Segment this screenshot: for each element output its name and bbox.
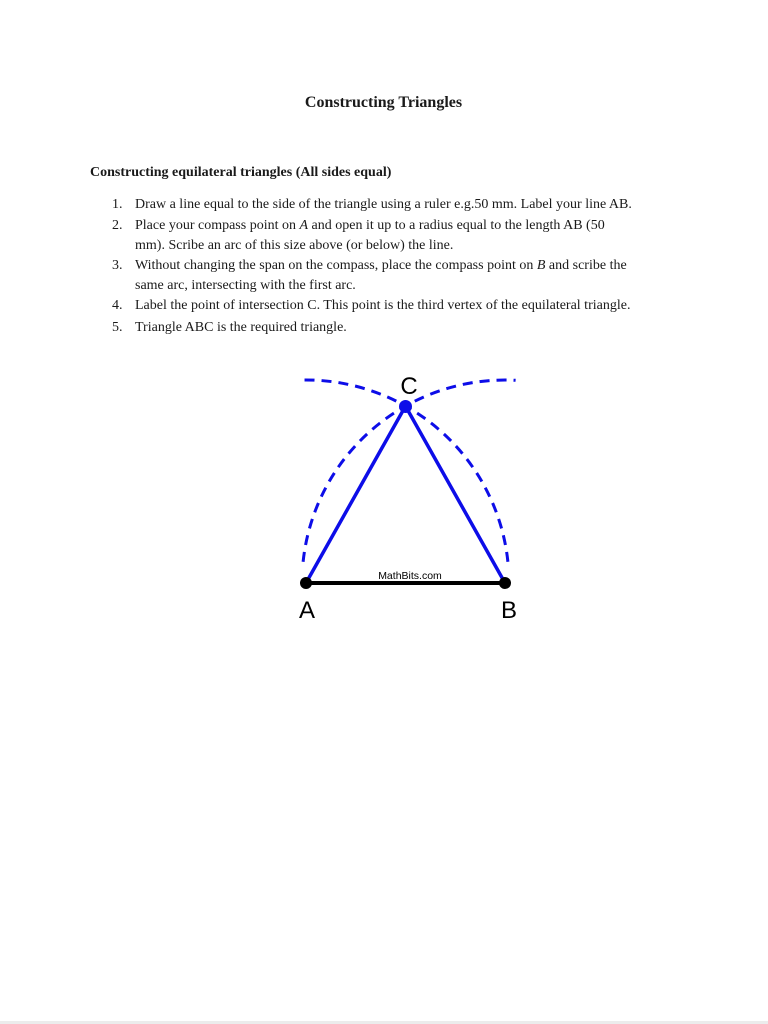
step-text bbox=[135, 296, 630, 316]
step-line: Triangle ABC is the required triangle. bbox=[135, 320, 347, 335]
step-number: 3. bbox=[112, 258, 123, 273]
step-number: 2. bbox=[112, 218, 123, 233]
step-text bbox=[135, 216, 605, 256]
vertex-c-dot bbox=[399, 400, 412, 413]
step-line: Without changing the span on the compass, place the compass point on B and scribe the bbox=[135, 258, 627, 273]
step-line: Place your compass point on A and open it up to a radius equal to the length AB (50 bbox=[135, 218, 605, 233]
point-b-italic: B bbox=[536, 258, 546, 273]
page-title: Constructing Triangles bbox=[304, 94, 463, 111]
vertex-label-a: A bbox=[298, 597, 316, 624]
equilateral-triangle-diagram bbox=[270, 360, 540, 630]
step-text bbox=[135, 318, 347, 338]
vertex-label-c: C bbox=[400, 373, 418, 400]
step-line: mm). Scribe an arc of this size above (or below) the line. bbox=[135, 238, 454, 253]
step-line: Label the point of intersection C. This point is the third vertex of the equilateral triangle. bbox=[135, 298, 631, 313]
step-text bbox=[135, 195, 632, 215]
step-line: Draw a line equal to the side of the triangle using a ruler e.g.50 mm. Label your line AB. bbox=[135, 197, 632, 212]
point-a-italic: A bbox=[299, 218, 309, 233]
vertex-a-dot bbox=[300, 577, 312, 589]
step-number: 1. bbox=[112, 197, 123, 212]
vertex-label-b: B bbox=[500, 597, 518, 624]
diagram-credit: MathBits.com bbox=[378, 570, 442, 582]
step-number: 5. bbox=[112, 320, 123, 335]
step-number: 4. bbox=[112, 298, 123, 313]
step-line: same arc, intersecting with the first arc. bbox=[135, 278, 356, 293]
step-text bbox=[135, 256, 627, 296]
section-heading: Constructing equilateral triangles (All sides equal) bbox=[90, 165, 392, 180]
vertex-b-dot bbox=[499, 577, 511, 589]
